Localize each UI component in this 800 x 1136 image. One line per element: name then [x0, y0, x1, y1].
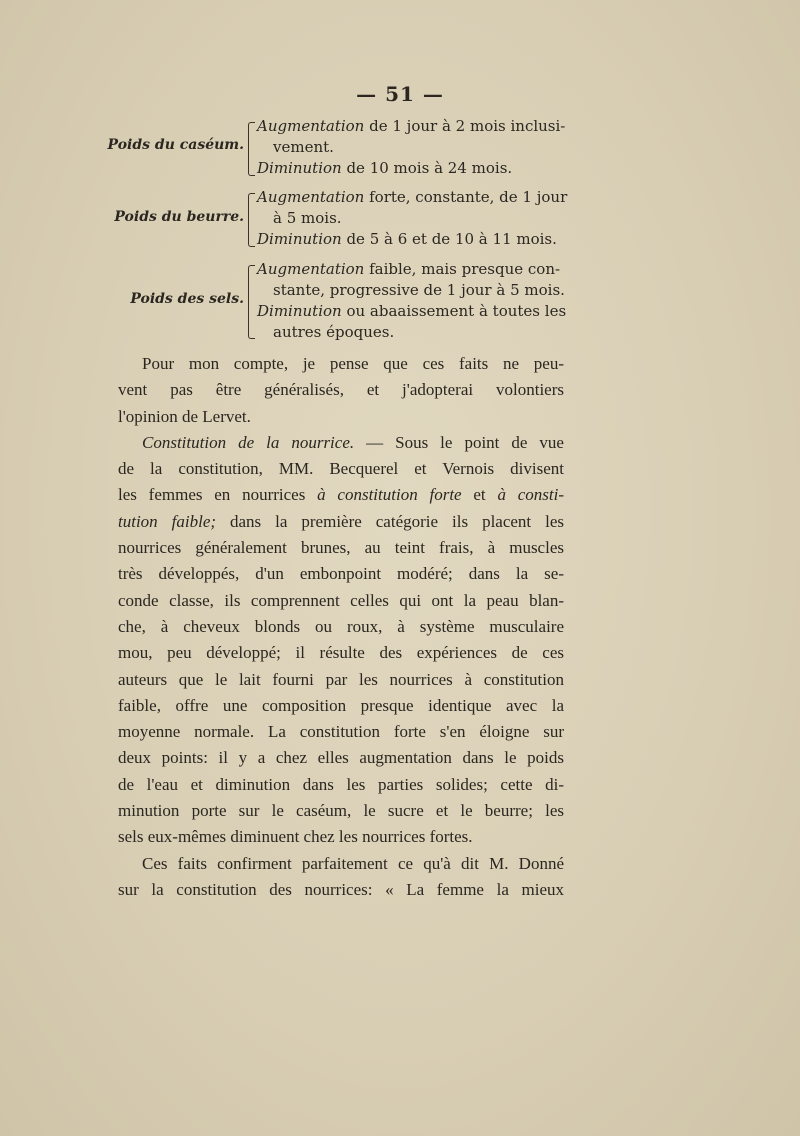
body-text — [118, 351, 564, 903]
spec-label: Poids des sels. — [130, 291, 244, 307]
spec-line: vement. — [273, 138, 334, 156]
text-line: sels eux-mêmes diminuent chez les nourrices fortes. — [118, 827, 473, 847]
brace-icon — [248, 122, 255, 176]
spec-caseum — [100, 116, 570, 182]
spec-sels — [100, 259, 570, 345]
text-line: les femmes en nourrices à constitution forte et à consti- — [118, 485, 564, 505]
text-line: de la constitution, MM. Becquerel et Vernois divisent — [118, 459, 564, 479]
text-line: che, à cheveux blonds ou roux, à système musculaire — [118, 616, 564, 636]
text-line: faible, offre une composition presque identique avec la — [118, 695, 564, 715]
brace-icon — [248, 265, 255, 339]
text-line: sur la constitution des nourrices: « La femme la mieux — [118, 879, 564, 899]
text-line: mou, peu développé; il résulte des expériences de ces — [118, 643, 564, 663]
text-line: l'opinion de Lervet. — [118, 406, 251, 426]
brace-icon — [248, 193, 255, 247]
spec-line: Diminution de 10 mois à 24 mois. — [257, 159, 513, 177]
spec-line: autres époques. — [273, 323, 395, 341]
spec-line: Diminution de 5 à 6 et de 10 à 11 mois. — [257, 230, 557, 248]
text-line: de l'eau et diminution dans les parties solides; cette di- — [118, 774, 564, 794]
text-line: minution porte sur le caséum, le sucre et le beurre; les — [118, 801, 564, 821]
section-heading: Constitution de la nourrice. — [142, 432, 355, 452]
text-line: tution faible; dans la première catégorie ils placent les — [118, 511, 565, 531]
page-number: — 51 — — [356, 82, 444, 106]
spec-label: Poids du caséum. — [107, 137, 244, 153]
spec-line: Diminution ou abaaissement à toutes les — [257, 302, 567, 320]
spec-line: Augmentation forte, constante, de 1 jour — [257, 188, 568, 206]
text-line: Ces faits confirment parfaitement ce qu'à dit M. Donné — [142, 853, 564, 873]
text-line: Pour mon compte, je pense que ces faits ne peu- — [142, 354, 564, 373]
text-line: vent pas être généralisés, et j'adopterai volontiers — [118, 380, 564, 400]
text-line: auteurs que le lait fourni par les nourrices à constitution — [118, 669, 564, 689]
text-line: Constitution de la nourrice. — Sous le point de vue — [142, 432, 564, 452]
spec-label: Poids du beurre. — [114, 209, 244, 225]
text-line: deux points: il y a chez elles augmentation dans le poids — [118, 748, 564, 768]
spec-lines — [257, 259, 577, 343]
text-line: moyenne normale. La constitution forte s'en éloigne sur — [118, 722, 564, 742]
text-line: nourrices généralement brunes, au teint frais, à muscles — [118, 538, 564, 558]
spec-line: Augmentation faible, mais presque con- — [257, 260, 561, 278]
spec-lines — [257, 187, 577, 250]
spec-line: à 5 mois. — [273, 209, 342, 227]
spec-beurre — [100, 187, 570, 253]
spec-lines — [257, 116, 577, 179]
text-line: conde classe, ils comprennent celles qui ont la peau blan- — [118, 590, 564, 610]
spec-line: Augmentation de 1 jour à 2 mois inclusi- — [257, 117, 566, 135]
spec-line: stante, progressive de 1 jour à 5 mois. — [273, 281, 565, 299]
text-line: très développés, d'un embonpoint modéré; dans la se- — [118, 564, 564, 584]
